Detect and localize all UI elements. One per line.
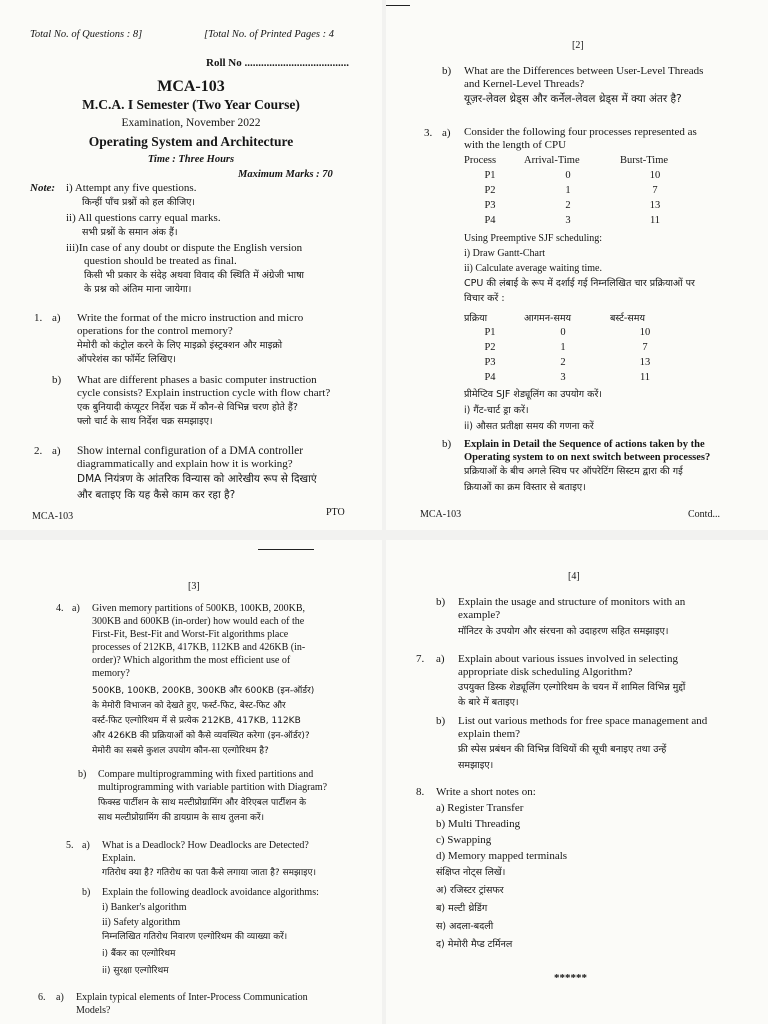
question-line: प्रक्रियाओं के बीच अगले स्विच पर ऑपरेटिंग सिस्टम द्वारा की गई (464, 466, 683, 477)
note-line: के प्रश्न को अंतिम माना जायेगा। (84, 284, 192, 295)
question-line: Using Preemptive SJF scheduling: (464, 233, 603, 244)
table-cell: P2 (484, 342, 496, 353)
footer-contd: Contd... (688, 509, 720, 520)
examination-date: Examination, November 2022 (121, 117, 261, 129)
question-line: and Kernel-Level Threads? (464, 78, 585, 90)
scan-mark (386, 5, 410, 6)
table-header-row (460, 310, 684, 325)
footer-course-code: MCA-103 (32, 511, 74, 522)
table-cell: 11 (639, 372, 651, 383)
table-cell: 7 (652, 185, 658, 196)
question-line: Explain in Detail the Sequence of actions taken by the (464, 439, 705, 450)
table-cell: 0 (565, 170, 571, 181)
table-cell: 10 (639, 327, 651, 338)
table-cell: P4 (484, 372, 496, 383)
question-line: ii) Calculate average waiting time. (464, 263, 602, 274)
note-line: question should be treated as final. (84, 255, 237, 267)
question-line: फिक्स्ड पार्टीशन के साथ मल्टीप्रोग्रामिंग और वेरिएबल पार्टीशन के (98, 798, 307, 808)
question-line: What are different phases a basic computer instruction (77, 374, 317, 386)
sub-question-label: a) (442, 127, 451, 139)
question-line: ऑपरेशंस का फॉर्मेट लिखिए। (77, 354, 176, 365)
sub-question-label: a) (52, 312, 61, 324)
table-cell: 11 (649, 215, 661, 226)
column-header: प्रक्रिया (464, 313, 488, 324)
column-header: Arrival-Time (524, 155, 580, 166)
question-line: ii) Safety algorithm (102, 917, 181, 928)
question-line: फ्लो चार्ट के साथ निर्देश चक्र समझाइए। (77, 416, 213, 427)
table-cell: 1 (565, 185, 571, 196)
sub-question-label: b) (436, 596, 446, 608)
table-row (460, 355, 684, 370)
question-number: 1. (34, 312, 43, 324)
question-number: 5. (66, 840, 74, 851)
question-line: यूज़र-लेवल थ्रेड्स और कर्नेल-लेवल थ्रेड्स में क्या अंतर है? (464, 93, 682, 105)
short-note-item: b) Multi Threading (436, 818, 521, 830)
sub-question-label: a) (436, 653, 445, 665)
question-line: मॉनिटर के उपयोग और संरचना को उदाहरण सहित समझाइए। (458, 626, 669, 637)
scan-mark (258, 549, 314, 550)
sub-question-label: a) (56, 992, 64, 1003)
question-line: cycle consists? Explain instruction cycle with flow chart? (77, 387, 331, 399)
question-line: explain them? (458, 728, 521, 740)
question-line: Consider the following four processes represented as (464, 126, 697, 138)
note-line: सभी प्रश्नों के समान अंक हैं। (82, 227, 178, 238)
column-header: आगमन-समय (524, 313, 572, 324)
question-line: i) बैंकर का एल्गोरिथम (102, 949, 176, 959)
table-row (460, 183, 694, 198)
question-line: मेमोरी को कंट्रोल करने के लिए माइक्रो इंस्ट्रक्शन और माइक्रो (77, 340, 283, 351)
end-of-paper-mark: ****** (554, 972, 587, 984)
column-header: Process (464, 155, 497, 166)
question-line: और 426KB की प्रक्रियाओं को कैसे व्यवस्थित करेगा (इन-ऑर्डर)? (92, 731, 310, 741)
question-line: CPU की लंबाई के रूप में दर्शाई गई निम्नलिखित चार प्रक्रियाओं पर (464, 278, 695, 289)
question-line: वर्स्ट-फिट एल्गोरिथम में से प्रत्येक 212KB, 417KB, 112KB (92, 716, 301, 726)
question-line: समझाइए। (458, 760, 494, 771)
question-line: operations for the control memory? (77, 325, 233, 337)
question-line: क्रियाओं का क्रम विस्तार से बताइए। (464, 482, 586, 493)
question-line: Explain the usage and structure of monitors with an (458, 596, 686, 608)
short-note-item: c) Swapping (436, 834, 492, 846)
footer-pto: PTO (326, 507, 345, 518)
question-line: ii) औसत प्रतीक्षा समय की गणना करें (464, 421, 594, 432)
question-line: प्रीमेप्टिव SJF शेड्यूलिंग का उपयोग करें। (464, 389, 602, 400)
maximum-marks: Maximum Marks : 70 (238, 169, 333, 180)
table-cell: 2 (565, 200, 571, 211)
question-line: appropriate disk scheduling Algorithm? (458, 666, 633, 678)
question-line: order)? Which algorithm the most efficient use of (92, 655, 291, 666)
table-row (460, 168, 694, 183)
page-2 (386, 0, 768, 530)
question-line: What are the Differences between User-Level Threads (464, 65, 704, 77)
question-line: i) गैंट-चार्ट ड्रा करें। (464, 405, 529, 416)
table-row (460, 325, 684, 340)
exam-time: Time : Three Hours (147, 154, 235, 165)
sub-question-label: a) (72, 603, 80, 614)
table-row (460, 213, 694, 228)
table-header-row (460, 153, 694, 168)
short-note-item: ब) मल्टी थ्रेडिंग (436, 903, 488, 914)
page-number: [4] (568, 571, 580, 582)
question-line: diagrammatically and explain how it is working? (77, 458, 293, 470)
page-3 (0, 540, 382, 1024)
question-line: Explain about various issues involved in selecting (458, 653, 678, 665)
column-header: बर्स्ट-समय (610, 313, 645, 324)
note-line: iii)In case of any doubt or dispute the English version (66, 242, 303, 254)
table-cell: 10 (649, 170, 661, 181)
subject-title: Operating System and Architecture (88, 134, 294, 149)
roll-number: Roll No ...................................... (206, 57, 349, 69)
sub-question-label: b) (52, 374, 62, 386)
table-cell: 3 (560, 372, 566, 383)
question-line: multiprogramming with variable partition with Diagram? (98, 782, 328, 793)
question-number: 6. (38, 992, 46, 1003)
question-number: 3. (424, 127, 433, 139)
short-note-item: अ) रजिस्टर ट्रांसफर (436, 885, 504, 896)
page-number: [2] (572, 40, 584, 51)
page-number: [3] (188, 581, 200, 592)
question-line: के बारे में बताइए। (458, 697, 519, 708)
page-4 (386, 540, 768, 1024)
question-line: Models? (76, 1005, 111, 1016)
table-cell: P1 (484, 170, 496, 181)
table-cell: P3 (484, 200, 496, 211)
table-row (460, 340, 684, 355)
note-line: किसी भी प्रकार के संदेह अथवा विवाद की स्थिति में अंग्रेजी भाषा (84, 270, 305, 281)
sub-question-label: b) (442, 438, 452, 450)
question-line: 500KB, 100KB, 200KB, 300KB और 600KB (इन-ऑर्डर) (92, 686, 315, 696)
question-line: List out various methods for free space management and (458, 715, 708, 727)
question-line: और बताइए कि यह कैसे काम कर रहा है? (77, 489, 236, 501)
table-cell: P4 (484, 215, 496, 226)
question-line: processes of 212KB, 417KB, 112KB and 426KB (in- (92, 642, 306, 653)
semester-title: M.C.A. I Semester (Two Year Course) (82, 97, 300, 112)
question-line: Write a short notes on: (436, 786, 536, 798)
question-line: के मेमोरी विभाजन को देखते हुए, फर्स्ट-फिट, बेस्ट-फिट और (92, 701, 286, 711)
short-note-item: द) मेमोरी मैप्ड टर्मिनल (436, 939, 513, 950)
question-line: साथ मल्टीप्रोग्रामिंग की डायग्राम के साथ तुलना करें। (98, 813, 265, 823)
table-cell: 13 (649, 200, 661, 211)
short-note-item: a) Register Transfer (436, 802, 524, 814)
question-line: ii) सुरक्षा एल्गोरिथम (102, 966, 169, 976)
table-cell: P2 (484, 185, 496, 196)
question-line: Show internal configuration of a DMA controller (77, 445, 304, 457)
question-line: with the length of CPU (464, 139, 567, 151)
question-line: उपयुक्त डिस्क शेड्यूलिंग एल्गोरिथम के चयन में शामिल विभिन्न मुद्दों (458, 682, 686, 693)
total-questions: Total No. of Questions : 8] (30, 29, 143, 40)
question-number: 4. (56, 603, 64, 614)
sub-question-label: b) (78, 769, 87, 780)
note-line: i) Attempt any five questions. (66, 182, 197, 194)
question-number: 8. (416, 786, 425, 798)
question-line: निम्नलिखित गतिरोध निवारण एल्गोरिथम की व्याख्या करें। (102, 932, 288, 942)
process-table (460, 153, 694, 228)
short-note-item: स) अदला-बदली (436, 921, 494, 932)
sub-question-label: b) (442, 65, 452, 77)
table-cell: 0 (560, 327, 566, 338)
question-line: फ्री स्पेस प्रबंधन की विभिन्न विधियों की सूची बनाइए तथा उन्हें (458, 744, 667, 755)
table-cell: 1 (560, 342, 566, 353)
sub-question-label: b) (82, 887, 91, 898)
short-note-item: d) Memory mapped terminals (436, 850, 568, 862)
table-cell: 7 (642, 342, 648, 353)
process-table-hindi (460, 310, 684, 385)
question-line: Explain the following deadlock avoidance algorithms: (102, 887, 319, 898)
sub-question-label: b) (436, 715, 446, 727)
question-line: Compare multiprogramming with fixed partitions and (98, 769, 314, 780)
footer-course-code: MCA-103 (420, 509, 462, 520)
question-line: एक बुनियादी कंप्यूटर निर्देश चक्र में कौन-से विभिन्न चरण होते हैं? (77, 402, 298, 413)
question-line: i) Draw Gantt-Chart (464, 248, 546, 259)
question-line: First-Fit, Best-Fit and Worst-Fit algorithms place (92, 629, 289, 640)
sub-question-label: a) (52, 445, 61, 457)
note-label: Note: (30, 182, 56, 194)
question-line: DMA नियंत्रण के आंतरिक विन्यास को आरेखीय रूप से दिखाएं (77, 473, 317, 485)
column-header: Burst-Time (620, 155, 669, 166)
sub-question-label: a) (82, 840, 90, 851)
question-line: example? (458, 609, 501, 621)
note-line: ii) All questions carry equal marks. (66, 212, 221, 224)
question-line: What is a Deadlock? How Deadlocks are Detected? (102, 840, 309, 851)
question-line: memory? (92, 668, 130, 679)
table-cell: P3 (484, 357, 496, 368)
short-note-item: संक्षिप्त नोट्स लिखें। (436, 867, 506, 878)
table-cell: P1 (484, 327, 496, 338)
question-line: Explain typical elements of Inter-Process Communication (76, 992, 308, 1003)
question-line: गतिरोध क्या है? गतिरोध का पता कैसे लगाया जाता है? समझाइए। (102, 868, 316, 878)
question-line: Operating system to on next switch between processes? (464, 452, 711, 463)
table-cell: 3 (565, 215, 571, 226)
total-printed-pages: [Total No. of Printed Pages : 4 (204, 29, 334, 40)
question-line: 300KB and 600KB (in-order) how would each of the (92, 616, 305, 627)
question-number: 2. (34, 445, 43, 457)
table-cell: 13 (639, 357, 651, 368)
table-cell: 2 (560, 357, 566, 368)
question-line: मेमोरी का सबसे कुशल उपयोग कौन-सा एल्गोरिथम है? (92, 746, 269, 756)
note-line: किन्हीं पाँच प्रश्नों को हल कीजिए। (82, 197, 196, 208)
question-line: विचार करें : (464, 293, 505, 304)
table-row (460, 198, 694, 213)
question-line: Given memory partitions of 500KB, 100KB, 200KB, (92, 603, 306, 614)
question-line: Explain. (102, 853, 136, 864)
page-1 (0, 0, 382, 530)
question-line: i) Banker's algorithm (102, 902, 187, 913)
question-number: 7. (416, 653, 425, 665)
question-line: Write the format of the micro instruction and micro (77, 312, 304, 324)
course-code: MCA-103 (157, 78, 225, 95)
table-row (460, 370, 684, 385)
